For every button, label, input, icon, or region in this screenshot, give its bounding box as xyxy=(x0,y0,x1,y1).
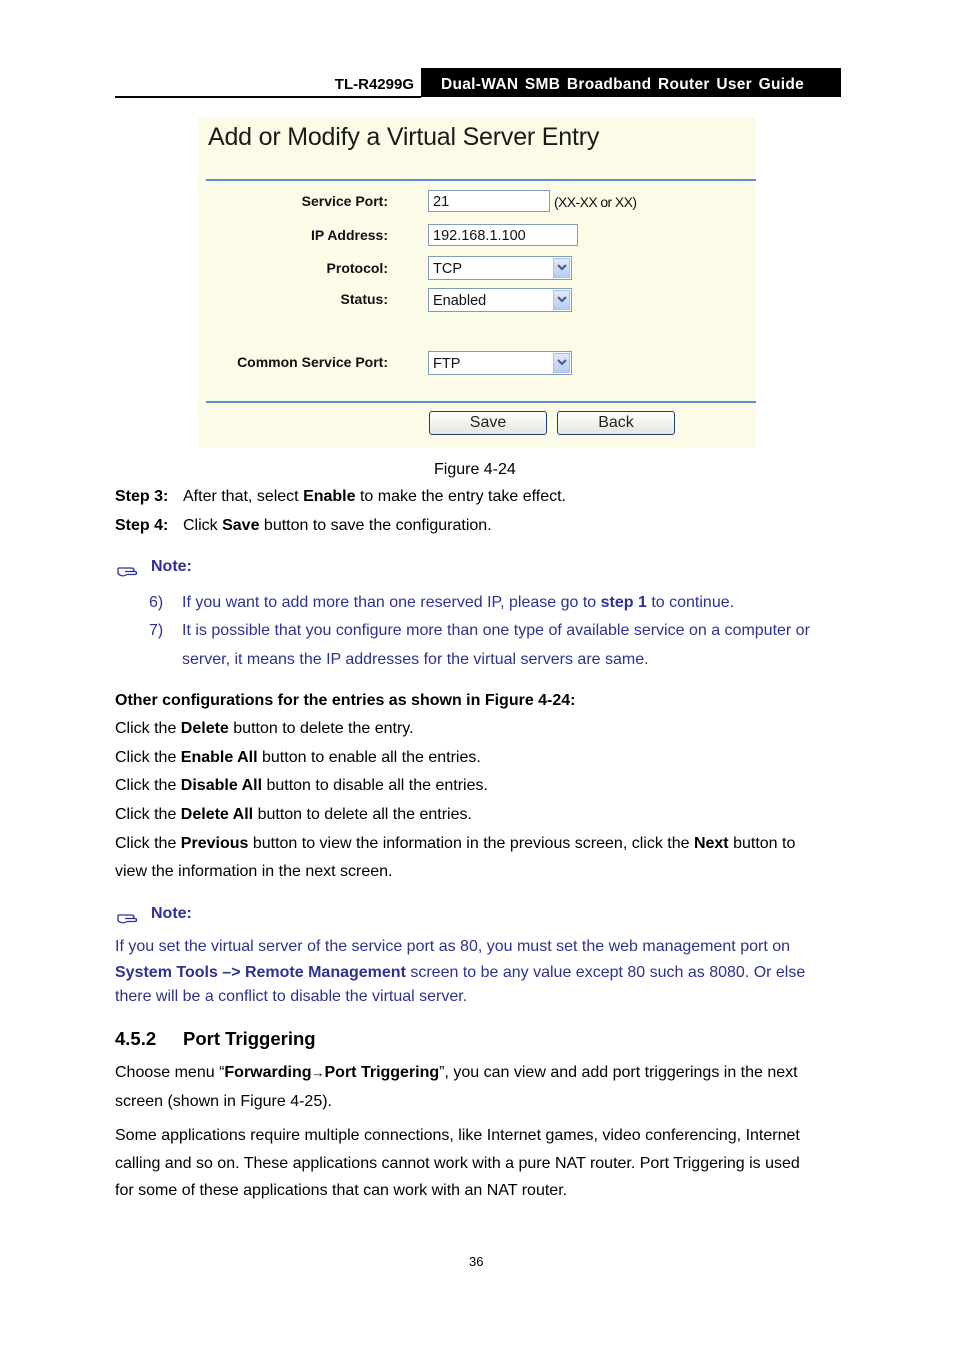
step-3-text: After that, select Enable to make the entry take effect. xyxy=(183,488,567,505)
ip-address-label: IP Address: xyxy=(310,227,388,243)
disable-all-instruction: Click the Disable All button to disable all the entries. xyxy=(115,777,488,794)
port-triggering-menu-text: Choose menu “Forwarding→Port Triggering”, you can view and add port triggerings in the next xyxy=(115,1064,798,1081)
delete-instruction: Click the Delete button to delete the entry. xyxy=(115,720,414,737)
common-service-port-selected-value: FTP xyxy=(433,356,461,372)
note-1-item-6-number: 6) xyxy=(149,594,164,611)
virtual-server-form-panel xyxy=(198,117,756,448)
form-top-rule xyxy=(206,179,756,181)
chevron-down-icon[interactable] xyxy=(553,258,570,278)
status-select[interactable] xyxy=(428,288,572,312)
enable-all-instruction: Click the Enable All button to enable all the entries. xyxy=(115,749,481,766)
header-model: TL-R4299G xyxy=(334,76,414,93)
other-config-heading: Other configurations for the entries as shown in Figure 4-24: xyxy=(115,692,576,709)
service-port-hint: (XX-XX or XX) xyxy=(554,194,637,210)
common-service-port-label: Common Service Port: xyxy=(237,354,388,370)
port-triggering-desc-line2: calling and so on. These applications cannot work with a pure NAT router. Port Triggering is used xyxy=(115,1155,800,1172)
step-3-label: Step 3: xyxy=(115,488,169,505)
protocol-label: Protocol: xyxy=(326,260,388,276)
previous-next-instruction-line2: view the information in the next screen. xyxy=(115,863,393,880)
step-4-text: Click Save button to save the configuration. xyxy=(183,517,492,534)
form-title: Add or Modify a Virtual Server Entry xyxy=(208,123,600,151)
pointing-hand-icon xyxy=(117,909,143,925)
service-port-label: Service Port: xyxy=(301,193,388,209)
chevron-down-icon[interactable] xyxy=(553,290,570,310)
header-guide-title: Dual-WAN SMB Broadband Router User Guide xyxy=(421,68,841,97)
note-2-line1: If you set the virtual server of the service port as 80, you must set the web management port on xyxy=(115,938,791,955)
status-selected-value: Enabled xyxy=(433,293,487,309)
step-4-label: Step 4: xyxy=(115,517,169,534)
port-triggering-desc-line3: for some of these applications that can work with an NAT router. xyxy=(115,1182,568,1199)
arrow-right-icon: → xyxy=(311,1065,325,1080)
status-label: Status: xyxy=(340,291,388,307)
note-1-label: Note: xyxy=(151,558,192,575)
note-2-label: Note: xyxy=(151,905,192,922)
note-1-item-7-line1: It is possible that you configure more than one type of available service on a computer or xyxy=(182,622,810,639)
service-port-input[interactable]: 21 xyxy=(428,190,550,212)
previous-next-instruction: Click the Previous button to view the information in the previous screen, click the Next button to xyxy=(115,835,796,852)
note-1-item-7-line2: server, it means the IP addresses for the virtual servers are same. xyxy=(182,651,649,668)
note-2-line2: System Tools –> Remote Management screen to be any value except 80 such as 8080. Or else xyxy=(115,964,806,981)
section-number: 4.5.2 xyxy=(115,1028,157,1049)
protocol-selected-value: TCP xyxy=(433,261,462,277)
delete-all-instruction: Click the Delete All button to delete all the entries. xyxy=(115,806,472,823)
note-1-item-6-text: If you want to add more than one reserved IP, please go to step 1 to continue. xyxy=(182,594,735,611)
back-button[interactable]: Back xyxy=(557,411,675,435)
pointing-hand-icon xyxy=(117,562,143,578)
section-title: Port Triggering xyxy=(183,1028,316,1049)
port-triggering-desc-line1: Some applications require multiple connections, like Internet games, video conferencing, Internet xyxy=(115,1127,800,1144)
chevron-down-icon[interactable] xyxy=(553,353,570,373)
save-button[interactable]: Save xyxy=(429,411,547,435)
figure-caption: Figure 4-24 xyxy=(434,461,516,478)
page-number: 36 xyxy=(469,1254,484,1269)
protocol-select[interactable] xyxy=(428,256,572,280)
header-rule xyxy=(115,96,421,98)
form-bottom-rule xyxy=(206,401,756,403)
port-triggering-menu-text-line2: screen (shown in Figure 4-25). xyxy=(115,1093,332,1110)
common-service-port-select[interactable] xyxy=(428,351,572,375)
note-2-line3: there will be a conflict to disable the virtual server. xyxy=(115,988,468,1005)
ip-address-input[interactable]: 192.168.1.100 xyxy=(428,224,578,246)
note-1-item-7-number: 7) xyxy=(149,622,164,639)
